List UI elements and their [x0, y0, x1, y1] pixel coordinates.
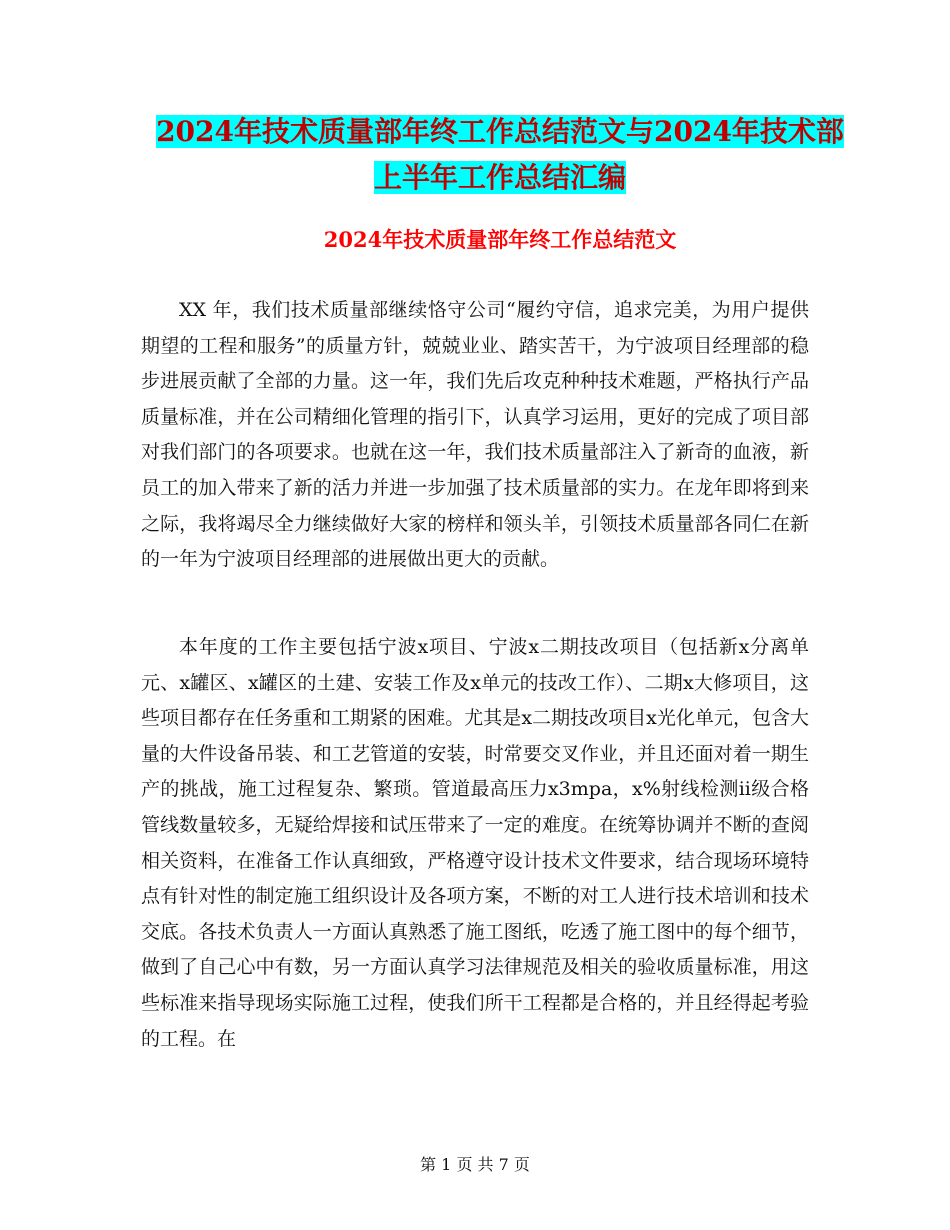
body-paragraph-2: 本年度的工作主要包括宁波x项目、宁波x二期技改项目（包括新x分离单元、x罐区、x罐区的土建、安装工作及x单元的技改工作）、二期x大修项目，这些项目都存在任务重和工期紧的困难。尤其是x二期技改项目x光化单元，包含大量的大件设备吊装、和工艺管道的安装，时常要交叉作业，并且还面对着一期生产的挑战，施工过程复杂、繁琐。管道最高压力x3mpa，x%射线检测ii级合格管线数量较多，无疑给焊接和试压带来了一定的难度。在统筹协调并不断的查阅相关资料，在准备工作认真细致，严格遵守设计技术文件要求，结合现场环境特点有针对性的制定施工组织设计及各项方案，不断的对工人进行技术培训和技术交底。各技术负责人一方面认真熟悉了施工图纸，吃透了施工图中的每个细节，做到了自己心中有数，另一方面认真学习法律规范及相关的验收质量标准，用这些标准来指导现场实际施工过程，使我们所干工程都是合格的，并且经得起考验的工程。在 [141, 636, 809, 1050]
document-title-line-1-text: 2024年技术质量部年终工作总结范文与2024年技术部 [156, 115, 844, 148]
document-title-line-1 [140, 106, 860, 158]
document-title-line-2 [140, 152, 860, 204]
document-title-line-2-text: 上半年工作总结汇编 [373, 161, 626, 194]
section-title: 2024年技术质量部年终工作总结范文 [323, 227, 677, 252]
body-paragraph-1: XX 年，我们技术质量部继续恪守公司“履约守信，追求完美，为用户提供期望的工程和服务”的质量方针，兢兢业业、踏实苦干，为宁波项目经理部的稳步进展贡献了全部的力量。这一年，我们先后攻克种种技术难题，严格执行产品质量标准，并在公司精细化管理的指引下，认真学习运用，更好的完成了项目部对我们部门的各项要求。也就在这一年，我们技术质量部注入了新奇的血液，新员工的加入带来了新的活力并进一步加强了技术质量部的实力。在龙年即将到来之际，我将竭尽全力继续做好大家的榜样和领头羊，引领技术质量部各同仁在新的一年为宁波项目经理部的进展做出更大的贡献。 [141, 299, 809, 571]
page-footer: 第 1 页 共 7 页 [420, 1155, 530, 1174]
